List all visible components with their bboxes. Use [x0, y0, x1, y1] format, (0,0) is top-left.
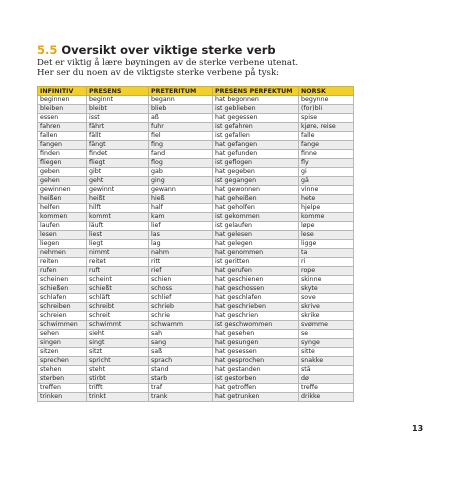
table-cell: fliegt [87, 159, 149, 168]
table-cell: fallen [38, 132, 87, 141]
table-cell: falle [299, 132, 354, 141]
table-cell: ist gefahren [213, 123, 299, 132]
table-cell: (for)bli [299, 105, 354, 114]
table-cell: gehen [38, 177, 87, 186]
table-cell: hete [299, 195, 354, 204]
table-cell: stand [149, 366, 213, 375]
page-number: 13 [412, 424, 424, 433]
table-cell: fangen [38, 141, 87, 150]
table-cell: findet [87, 150, 149, 159]
table-cell: ist gegangen [213, 177, 299, 186]
table-cell: schlafen [38, 294, 87, 303]
table-cell: ist geschwommen [213, 321, 299, 330]
table-cell: skrike [299, 312, 354, 321]
table-cell: bleibt [87, 105, 149, 114]
table-cell: liegt [87, 240, 149, 249]
table-cell: schwimmen [38, 321, 87, 330]
table-row [38, 366, 354, 375]
table-cell: hat gefunden [213, 150, 299, 159]
table-cell: trank [149, 393, 213, 402]
table-cell: fängt [87, 141, 149, 150]
table-cell: schrieb [149, 303, 213, 312]
table-cell: gi [299, 168, 354, 177]
table-cell: saß [149, 348, 213, 357]
table-cell: hat gefangen [213, 141, 299, 150]
table-cell: sitzen [38, 348, 87, 357]
table-cell: schlief [149, 294, 213, 303]
table-cell: hat geschrieben [213, 303, 299, 312]
table-cell: finne [299, 150, 354, 159]
table-row [38, 357, 354, 366]
table-cell: schreit [87, 312, 149, 321]
table-cell: schreibt [87, 303, 149, 312]
table-cell: sprach [149, 357, 213, 366]
table-cell: läuft [87, 222, 149, 231]
table-row [38, 276, 354, 285]
table-row [38, 330, 354, 339]
table-row [38, 240, 354, 249]
table-cell: skrive [299, 303, 354, 312]
table-cell: nehmen [38, 249, 87, 258]
table-cell: sove [299, 294, 354, 303]
table-cell: hat gesungen [213, 339, 299, 348]
table-cell: heißen [38, 195, 87, 204]
table-cell: singt [87, 339, 149, 348]
table-cell: kam [149, 213, 213, 222]
table-cell: traf [149, 384, 213, 393]
table-cell: gibt [87, 168, 149, 177]
table-cell: sah [149, 330, 213, 339]
table-cell: se [299, 330, 354, 339]
table-cell: helfen [38, 204, 87, 213]
table-cell: ligge [299, 240, 354, 249]
table-cell: fange [299, 141, 354, 150]
table-cell: hilft [87, 204, 149, 213]
table-cell: begann [149, 96, 213, 105]
table-body [38, 96, 354, 402]
table-cell: nahm [149, 249, 213, 258]
column-header: PRESENS PERFEKTUM [213, 87, 299, 96]
table-cell: hat gesprochen [213, 357, 299, 366]
table-cell: gå [299, 177, 354, 186]
table-cell: kommt [87, 213, 149, 222]
table-cell: finden [38, 150, 87, 159]
column-header: PRESENS [87, 87, 149, 96]
table-cell: hat begonnen [213, 96, 299, 105]
table-cell: heißt [87, 195, 149, 204]
table-cell: isst [87, 114, 149, 123]
table-cell: ist gestorben [213, 375, 299, 384]
column-header: PRETERITUM [149, 87, 213, 96]
table-row [38, 177, 354, 186]
column-header: NORSK [299, 87, 354, 96]
table-cell: gewann [149, 186, 213, 195]
table-cell: kjøre, reise [299, 123, 354, 132]
column-header: INFINITIV [38, 87, 87, 96]
table-cell: scheint [87, 276, 149, 285]
table-row [38, 123, 354, 132]
table-cell: blieb [149, 105, 213, 114]
table-cell: sitte [299, 348, 354, 357]
table-cell: ist gefallen [213, 132, 299, 141]
section-title: Oversikt over viktige sterke verb [61, 43, 276, 57]
table-cell: stå [299, 366, 354, 375]
table-row [38, 141, 354, 150]
table-cell: treffen [38, 384, 87, 393]
table-cell: hat gesehen [213, 330, 299, 339]
table-cell: vinne [299, 186, 354, 195]
table-cell: hat geschossen [213, 285, 299, 294]
table-cell: hat gesessen [213, 348, 299, 357]
table-cell: las [149, 231, 213, 240]
table-cell: fuhr [149, 123, 213, 132]
table-cell: treffe [299, 384, 354, 393]
table-cell: synge [299, 339, 354, 348]
table-row [38, 231, 354, 240]
table-cell: ging [149, 177, 213, 186]
table-cell: gewinnen [38, 186, 87, 195]
table-cell: skyte [299, 285, 354, 294]
table-cell: stirbt [87, 375, 149, 384]
table-row [38, 96, 354, 105]
table-cell: ist geritten [213, 258, 299, 267]
table-cell: lief [149, 222, 213, 231]
table-cell: trinkt [87, 393, 149, 402]
table-cell: ist gekommen [213, 213, 299, 222]
table-cell: geben [38, 168, 87, 177]
table-header-row [38, 87, 354, 96]
table-cell: hat geheißen [213, 195, 299, 204]
verb-table [37, 86, 354, 402]
table-cell: schießt [87, 285, 149, 294]
table-cell: hat gewonnen [213, 186, 299, 195]
table-cell: trifft [87, 384, 149, 393]
table-cell: fing [149, 141, 213, 150]
table-row [38, 150, 354, 159]
table-cell: stehen [38, 366, 87, 375]
table-cell: sieht [87, 330, 149, 339]
table-cell: rufen [38, 267, 87, 276]
table-cell: schoss [149, 285, 213, 294]
table-cell: lesen [38, 231, 87, 240]
table-cell: beginnt [87, 96, 149, 105]
intro-text [37, 58, 298, 78]
table-cell: beginnen [38, 96, 87, 105]
table-row [38, 375, 354, 384]
table-cell: flog [149, 159, 213, 168]
table-row [38, 312, 354, 321]
table-cell: hat getroffen [213, 384, 299, 393]
table-row [38, 204, 354, 213]
table-cell: steht [87, 366, 149, 375]
table-cell: lese [299, 231, 354, 240]
table-cell: schießen [38, 285, 87, 294]
table-row [38, 267, 354, 276]
table-cell: reitet [87, 258, 149, 267]
table-cell: ruft [87, 267, 149, 276]
table-cell: ta [299, 249, 354, 258]
table-cell: fällt [87, 132, 149, 141]
table-cell: starb [149, 375, 213, 384]
table-cell: hat gestanden [213, 366, 299, 375]
table-cell: hat gelesen [213, 231, 299, 240]
table-row [38, 168, 354, 177]
table-cell: hat gerufen [213, 267, 299, 276]
table-row [38, 384, 354, 393]
table-cell: schreien [38, 312, 87, 321]
table-cell: schwimmt [87, 321, 149, 330]
table-cell: sitzt [87, 348, 149, 357]
table-cell: svømme [299, 321, 354, 330]
table-row [38, 339, 354, 348]
table-cell: fly [299, 159, 354, 168]
section-heading [37, 43, 276, 57]
table-row [38, 303, 354, 312]
table-cell: schrie [149, 312, 213, 321]
table-cell: fährt [87, 123, 149, 132]
table-cell: ist geflogen [213, 159, 299, 168]
table-cell: ist geblieben [213, 105, 299, 114]
table-cell: fliegen [38, 159, 87, 168]
table-cell: laufen [38, 222, 87, 231]
table-cell: skinne [299, 276, 354, 285]
table-cell: rope [299, 267, 354, 276]
table-cell: hat geschienen [213, 276, 299, 285]
table-cell: drikke [299, 393, 354, 402]
table-cell: sehen [38, 330, 87, 339]
table-cell: løpe [299, 222, 354, 231]
table-row [38, 321, 354, 330]
table-cell: sang [149, 339, 213, 348]
table-cell: schien [149, 276, 213, 285]
table-cell: kommen [38, 213, 87, 222]
table-cell: rief [149, 267, 213, 276]
table-row [38, 159, 354, 168]
table-row [38, 393, 354, 402]
table-cell: geht [87, 177, 149, 186]
table-cell: fahren [38, 123, 87, 132]
table-cell: trinken [38, 393, 87, 402]
table-row [38, 294, 354, 303]
table-cell: liegen [38, 240, 87, 249]
table-cell: ri [299, 258, 354, 267]
table-row [38, 213, 354, 222]
table-cell: sprechen [38, 357, 87, 366]
table-cell: liest [87, 231, 149, 240]
table-cell: hat geschrien [213, 312, 299, 321]
table-cell: aß [149, 114, 213, 123]
table-row [38, 114, 354, 123]
table-row [38, 249, 354, 258]
table-row [38, 285, 354, 294]
table-cell: schläft [87, 294, 149, 303]
table-cell: begynne [299, 96, 354, 105]
table-cell: ritt [149, 258, 213, 267]
table-cell: gewinnt [87, 186, 149, 195]
table-cell: bleiben [38, 105, 87, 114]
table-cell: fiel [149, 132, 213, 141]
table-cell: schreiben [38, 303, 87, 312]
table-cell: scheinen [38, 276, 87, 285]
table-cell: hat getrunken [213, 393, 299, 402]
table-cell: essen [38, 114, 87, 123]
intro-line-1: Det er viktig å lære bøyningen av de sterke verbene utenat. [37, 58, 299, 68]
table-cell: snakke [299, 357, 354, 366]
table-cell: singen [38, 339, 87, 348]
table-cell: dø [299, 375, 354, 384]
table-cell: reiten [38, 258, 87, 267]
section-number: 5.5 [37, 43, 58, 57]
table-cell: hat genommen [213, 249, 299, 258]
table-cell: half [149, 204, 213, 213]
table-cell: hieß [149, 195, 213, 204]
table-cell: ist gelaufen [213, 222, 299, 231]
table-cell: gab [149, 168, 213, 177]
table-cell: hat gegeben [213, 168, 299, 177]
table-cell: komme [299, 213, 354, 222]
table-cell: nimmt [87, 249, 149, 258]
table-cell: spise [299, 114, 354, 123]
table-row [38, 195, 354, 204]
table-cell: fand [149, 150, 213, 159]
table-row [38, 186, 354, 195]
table-cell: lag [149, 240, 213, 249]
table-cell: hat geschlafen [213, 294, 299, 303]
table-cell: hat gegessen [213, 114, 299, 123]
table-row [38, 258, 354, 267]
intro-line-2: Her ser du noen av de viktigste sterke verbene på tysk: [37, 68, 280, 79]
table-cell: hat geholfen [213, 204, 299, 213]
table-row [38, 105, 354, 114]
table-row [38, 132, 354, 141]
table-row [38, 348, 354, 357]
table-row [38, 222, 354, 231]
table-cell: sterben [38, 375, 87, 384]
table-cell: spricht [87, 357, 149, 366]
table-cell: schwamm [149, 321, 213, 330]
table-cell: hat gelegen [213, 240, 299, 249]
table-cell: hjelpe [299, 204, 354, 213]
